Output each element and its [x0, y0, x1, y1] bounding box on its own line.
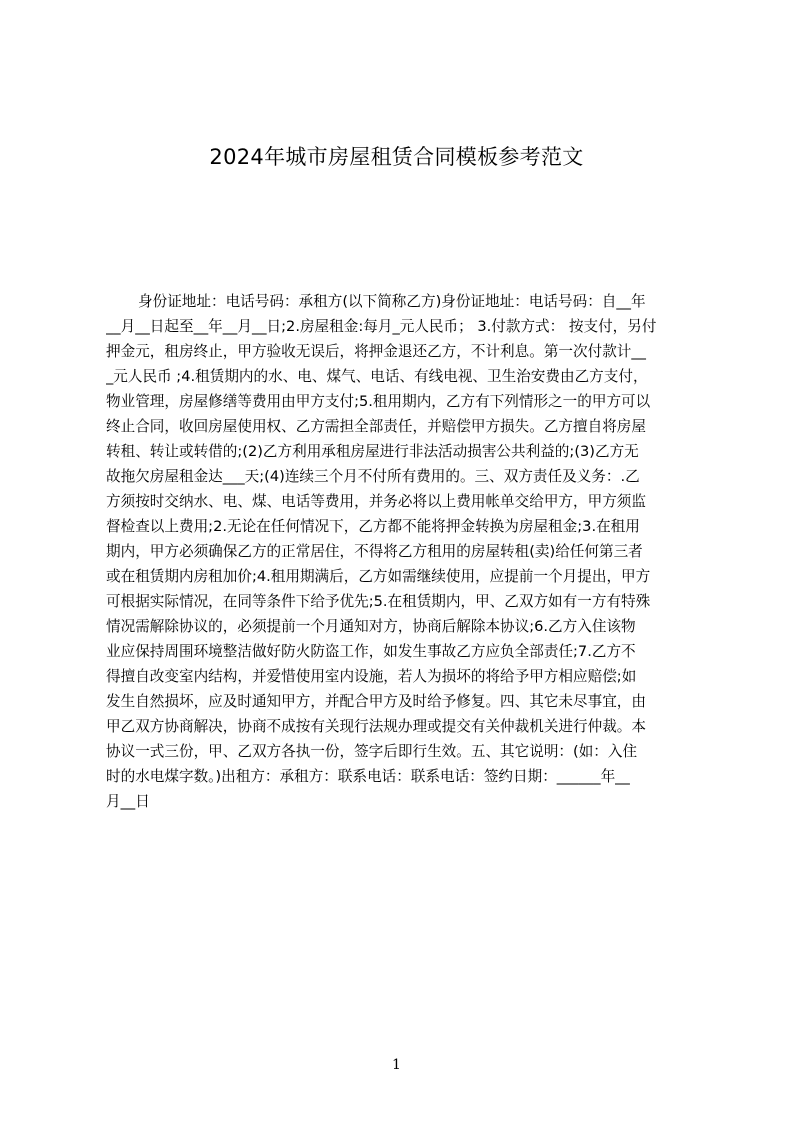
body-line: 情况需解除协议的，必须提前一个月通知对方，协商后解除本协议;6.乙方入住该物: [106, 618, 636, 635]
body-line: 故拖欠房屋租金达___天;(4)连续三个月不付所有费用的。三、双方责任及义务：.乙: [106, 468, 640, 485]
body-line: 或在租赁期内房租加价;4.租用期满后，乙方如需继续使用，应提前一个月提出，甲方: [106, 568, 651, 585]
body-line: 转租、转让或转借的;(2)乙方利用承租房屋进行非法活动损害公共利益的;(3)乙方无: [106, 443, 639, 460]
body-line: 时的水电煤字数。)出租方：承租方：联系电话：联系电话：签约日期：______年__: [106, 768, 630, 785]
body-line: _元人民币 ;4.租赁期内的水、电、煤气、电话、有线电视、卫生治安费由乙方支付，: [106, 368, 648, 385]
body-line: 押金元，租房终止，甲方验收无误后，将押金退还乙方，不计利息。第一次付款计__: [106, 343, 646, 360]
body-line: 物业管理，房屋修缮等费用由甲方支付;5.租用期内，乙方有下列情形之一的甲方可以: [106, 393, 651, 410]
contract-body: [106, 289, 698, 814]
body-line: 方须按时交纳水、电、煤、电话等费用，并务必将以上费用帐单交给甲方，甲方须监: [106, 493, 646, 510]
body-line: 得擅自改变室内结构，并爱惜使用室内设施，若人为损坏的将给予甲方相应赔偿;如: [106, 668, 637, 685]
document-title: 2024年城市房屋租赁合同模板参考范文: [209, 145, 584, 169]
body-line: 月__日: [106, 793, 150, 810]
body-line: 身份证地址：电话号码：承租方(以下简称乙方)身份证地址：电话号码：自__年: [138, 293, 646, 310]
body-line: 业应保持周围环境整洁做好防火防盗工作，如发生事故乙方应负全部责任;7.乙方不: [106, 643, 636, 660]
body-line: 期内，甲方必须确保乙方的正常居住，不得将乙方租用的房屋转租(卖)给任何第三者: [106, 543, 643, 560]
body-line: 终止合同，收回房屋使用权、乙方需担全部责任，并赔偿甲方损失。乙方擅自将房屋: [106, 418, 646, 435]
body-line: 督检查以上费用;2.无论在任何情况下，乙方都不能将押金转换为房屋租金;3.在租用: [106, 518, 640, 535]
page-number: 1: [392, 1057, 401, 1073]
body-line: 发生自然损坏，应及时通知甲方，并配合甲方及时给予修复。四、其它未尽事宜，由: [106, 693, 646, 710]
body-line: 协议一式三份，甲、乙双方各执一份，签字后即行生效。五、其它说明：(如：入住: [106, 743, 638, 760]
body-line: __月__日起至__年__月__日;2.房屋租金:每月_元人民币； 3.付款方式： 按支付，另付: [106, 318, 657, 335]
body-line: 甲乙双方协商解决，协商不成按有关现行法规办理或提交有关仲裁机关进行仲裁。本: [106, 718, 646, 735]
body-line: 可根据实际情况，在同等条件下给予优先;5.在租赁期内，甲、乙双方如有一方有特殊: [106, 593, 651, 610]
